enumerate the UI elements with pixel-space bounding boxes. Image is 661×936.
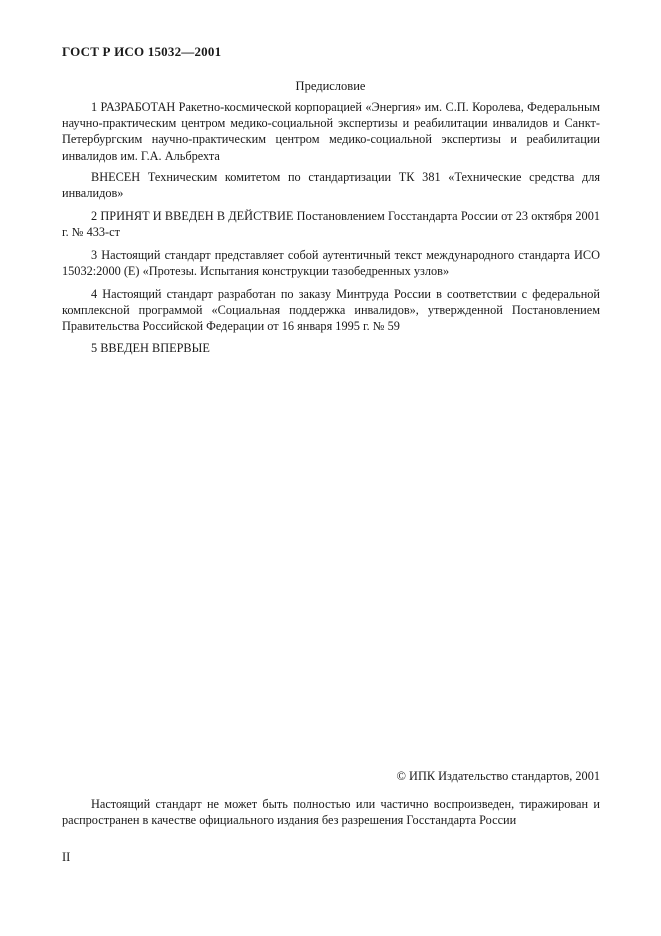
preface-paragraph-adopted: 2 ПРИНЯТ И ВВЕДЕН В ДЕЙСТВИЕ Постановлением Госстандарта России от 23 октября 2001 г. № 433-ст <box>62 209 600 240</box>
preface-title: Предисловие <box>295 79 366 93</box>
preface-paragraph-authentic-text: 3 Настоящий стандарт представляет собой аутентичный текст международного стандарта ИСО 15032:2000 (Е) «Протезы. Испытания конструкции тазобедренных узлов» <box>62 248 600 279</box>
copyright-line: © ИПК Издательство стандартов, 2001 <box>396 769 600 783</box>
preface-paragraph-introduced-by: ВНЕСЕН Техническим комитетом по стандартизации ТК 381 «Технические средства для инвалидов» <box>62 170 600 201</box>
preface-paragraph-first-introduced: 5 ВВЕДЕН ВПЕРВЫЕ <box>91 341 210 355</box>
preface-paragraph-developed-on-order: 4 Настоящий стандарт разработан по заказу Минтруда России в соответствии с федеральной комплексной программой «Социальная поддержка инвалидов», утвержденной Постановлением Правительства Российской Федерации от 16 января 1995 г. № 59 <box>62 287 600 334</box>
preface-paragraph-developed-by: 1 РАЗРАБОТАН Ракетно-космической корпорацией «Энергия» им. С.П. Королева, Федеральным научно-практическим центром медико-социальной экспертизы и реабилитации инвалидов и Санкт-Петербургским научно-практическим центром медико-социальной экспертизы и реабилитации инвалидов им. Г.А. Альбрехта <box>62 100 600 163</box>
document-standard-code: ГОСТ Р ИСО 15032—2001 <box>62 44 222 59</box>
page-number: II <box>62 850 71 864</box>
reproduction-notice: Настоящий стандарт не может быть полностью или частично воспроизведен, тиражирован и распространен в качестве официального издания без разрешения Госстандарта России <box>62 797 600 828</box>
